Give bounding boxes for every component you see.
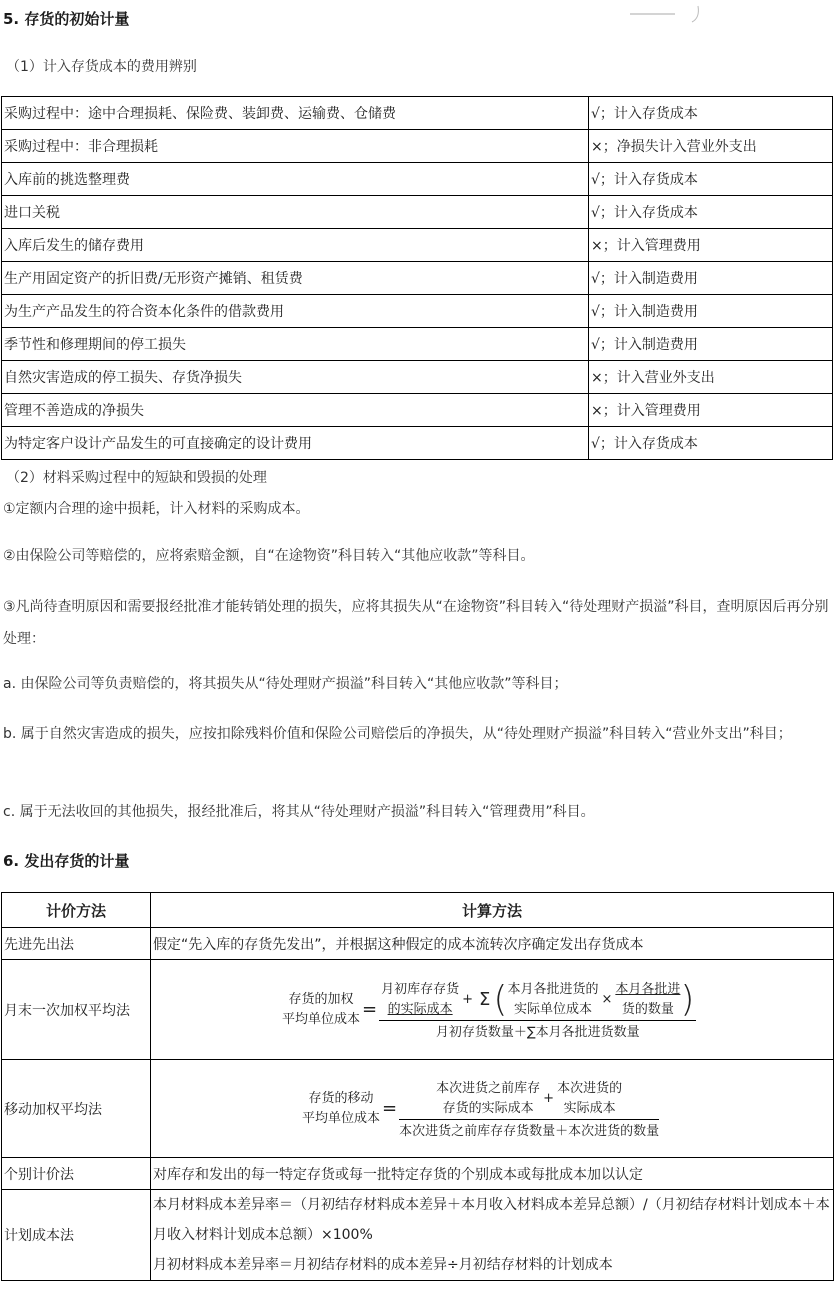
subheading-shortage: （2）材料采购过程中的短缺和毁损的处理 (6, 470, 267, 486)
table-row (2, 394, 833, 427)
desc-planned-cost: 本月材料成本差异率＝（月初结存材料成本差异＋本月收入材料成本差异总额）/（月初结存材料计划成本＋本月收入材料计划成本总额）×100% 月初材料成本差异率＝月初结存材料的成本差异÷月初结存材料的计划成本 (151, 1190, 834, 1281)
formula-monthly-weighted: 存货的加权 平均单位成本 = 月初库存存货 的实际成本 + Σ( 本月各批进货的 实际单位成本 × 本月各批进 货的数量 ) 月初存货数量＋∑本月各批进货数量 (151, 960, 834, 1060)
cost-treatment: √；计入存货成本 (589, 196, 833, 229)
table-row (2, 361, 833, 394)
cost-treatment: √；计入制造费用 (589, 262, 833, 295)
table-row (2, 130, 833, 163)
cost-items-table (1, 96, 833, 460)
row-fifo (2, 928, 834, 960)
cost-item: 为特定客户设计产品发生的可直接确定的设计费用 (2, 427, 589, 460)
paragraph-1: ①定额内合理的途中损耗，计入材料的采购成本。 (3, 501, 310, 517)
watermark-icon (620, 0, 720, 30)
cost-treatment: ×；计入营业外支出 (589, 361, 833, 394)
row-planned-cost (2, 1190, 834, 1281)
cost-item: 为生产产品发生的符合资本化条件的借款费用 (2, 295, 589, 328)
cost-treatment: ×；计入管理费用 (589, 394, 833, 427)
desc-specific: 对库存和发出的每一特定存货或每一批特定存货的个别成本或每批成本加以认定 (151, 1158, 834, 1190)
paragraph-2: ②由保险公司等赔偿的，应将索赔金额，自“在途物资”科目转入“其他应收款”等科目。 (3, 548, 535, 564)
cost-treatment: ×；净损失计入营业外支出 (589, 130, 833, 163)
header-method: 计价方法 (2, 893, 151, 928)
cost-item: 进口关税 (2, 196, 589, 229)
table-row (2, 295, 833, 328)
method-specific: 个别计价法 (2, 1158, 151, 1190)
formula-moving-weighted: 存货的移动 平均单位成本 = 本次进货之前库存 存货的实际成本 + 本次进货的 实际成本 本次进货之前库存存货数量＋本次进货的数量 (151, 1060, 834, 1158)
cost-item: 采购过程中：途中合理损耗、保险费、装卸费、运输费、仓储费 (2, 97, 589, 130)
cost-item: 管理不善造成的净损失 (2, 394, 589, 427)
table-row (2, 97, 833, 130)
cost-treatment: √；计入制造费用 (589, 295, 833, 328)
table-row (2, 262, 833, 295)
table-row (2, 328, 833, 361)
inventory-valuation-table (1, 892, 834, 1281)
cost-item: 生产用固定资产的折旧费/无形资产摊销、租赁费 (2, 262, 589, 295)
cost-treatment: ×；计入管理费用 (589, 229, 833, 262)
table-row (2, 427, 833, 460)
paragraph-c: c. 属于无法收回的其他损失，报经批准后，将其从“待处理财产损溢”科目转入“管理费用”科目。 (3, 804, 595, 820)
method-fifo: 先进先出法 (2, 928, 151, 960)
paragraph-a: a. 由保险公司等负责赔偿的，将其损失从“待处理财产损溢”科目转入“其他应收款”等科目； (3, 676, 568, 692)
subheading-cost-items: （1）计入存货成本的费用辨别 (6, 59, 197, 75)
section-5-title: 5. 存货的初始计量 (3, 10, 130, 28)
cost-item: 入库后发生的储存费用 (2, 229, 589, 262)
paragraph-b: b. 属于自然灾害造成的损失，应按扣除残料价值和保险公司赔偿后的净损失，从“待处理财产损溢”科目转入“营业外支出”科目； (3, 726, 792, 742)
cost-item: 季节性和修理期间的停工损失 (2, 328, 589, 361)
cost-item: 采购过程中：非合理损耗 (2, 130, 589, 163)
row-moving-weighted (2, 1060, 834, 1158)
cost-treatment: √；计入存货成本 (589, 97, 833, 130)
table-row (2, 229, 833, 262)
method-planned-cost: 计划成本法 (2, 1190, 151, 1281)
paragraph-3: ③凡尚待查明原因和需要报经批准才能转销处理的损失，应将其损失从“在途物资”科目转入“待处理财产损溢”科目，查明原因后再分别处理： (3, 599, 829, 647)
method-monthly-weighted: 月末一次加权平均法 (2, 960, 151, 1060)
header-calculation: 计算方法 (151, 893, 834, 928)
desc-fifo: 假定“先入库的存货先发出”，并根据这种假定的成本流转次序确定发出存货成本 (151, 928, 834, 960)
cost-treatment: √；计入制造费用 (589, 328, 833, 361)
cost-item: 入库前的挑选整理费 (2, 163, 589, 196)
cost-item: 自然灾害造成的停工损失、存货净损失 (2, 361, 589, 394)
row-specific (2, 1158, 834, 1190)
table-row (2, 163, 833, 196)
section-6-title: 6. 发出存货的计量 (3, 852, 130, 870)
cost-treatment: √；计入存货成本 (589, 427, 833, 460)
method-moving-weighted: 移动加权平均法 (2, 1060, 151, 1158)
row-monthly-weighted (2, 960, 834, 1060)
table-row (2, 196, 833, 229)
cost-treatment: √；计入存货成本 (589, 163, 833, 196)
